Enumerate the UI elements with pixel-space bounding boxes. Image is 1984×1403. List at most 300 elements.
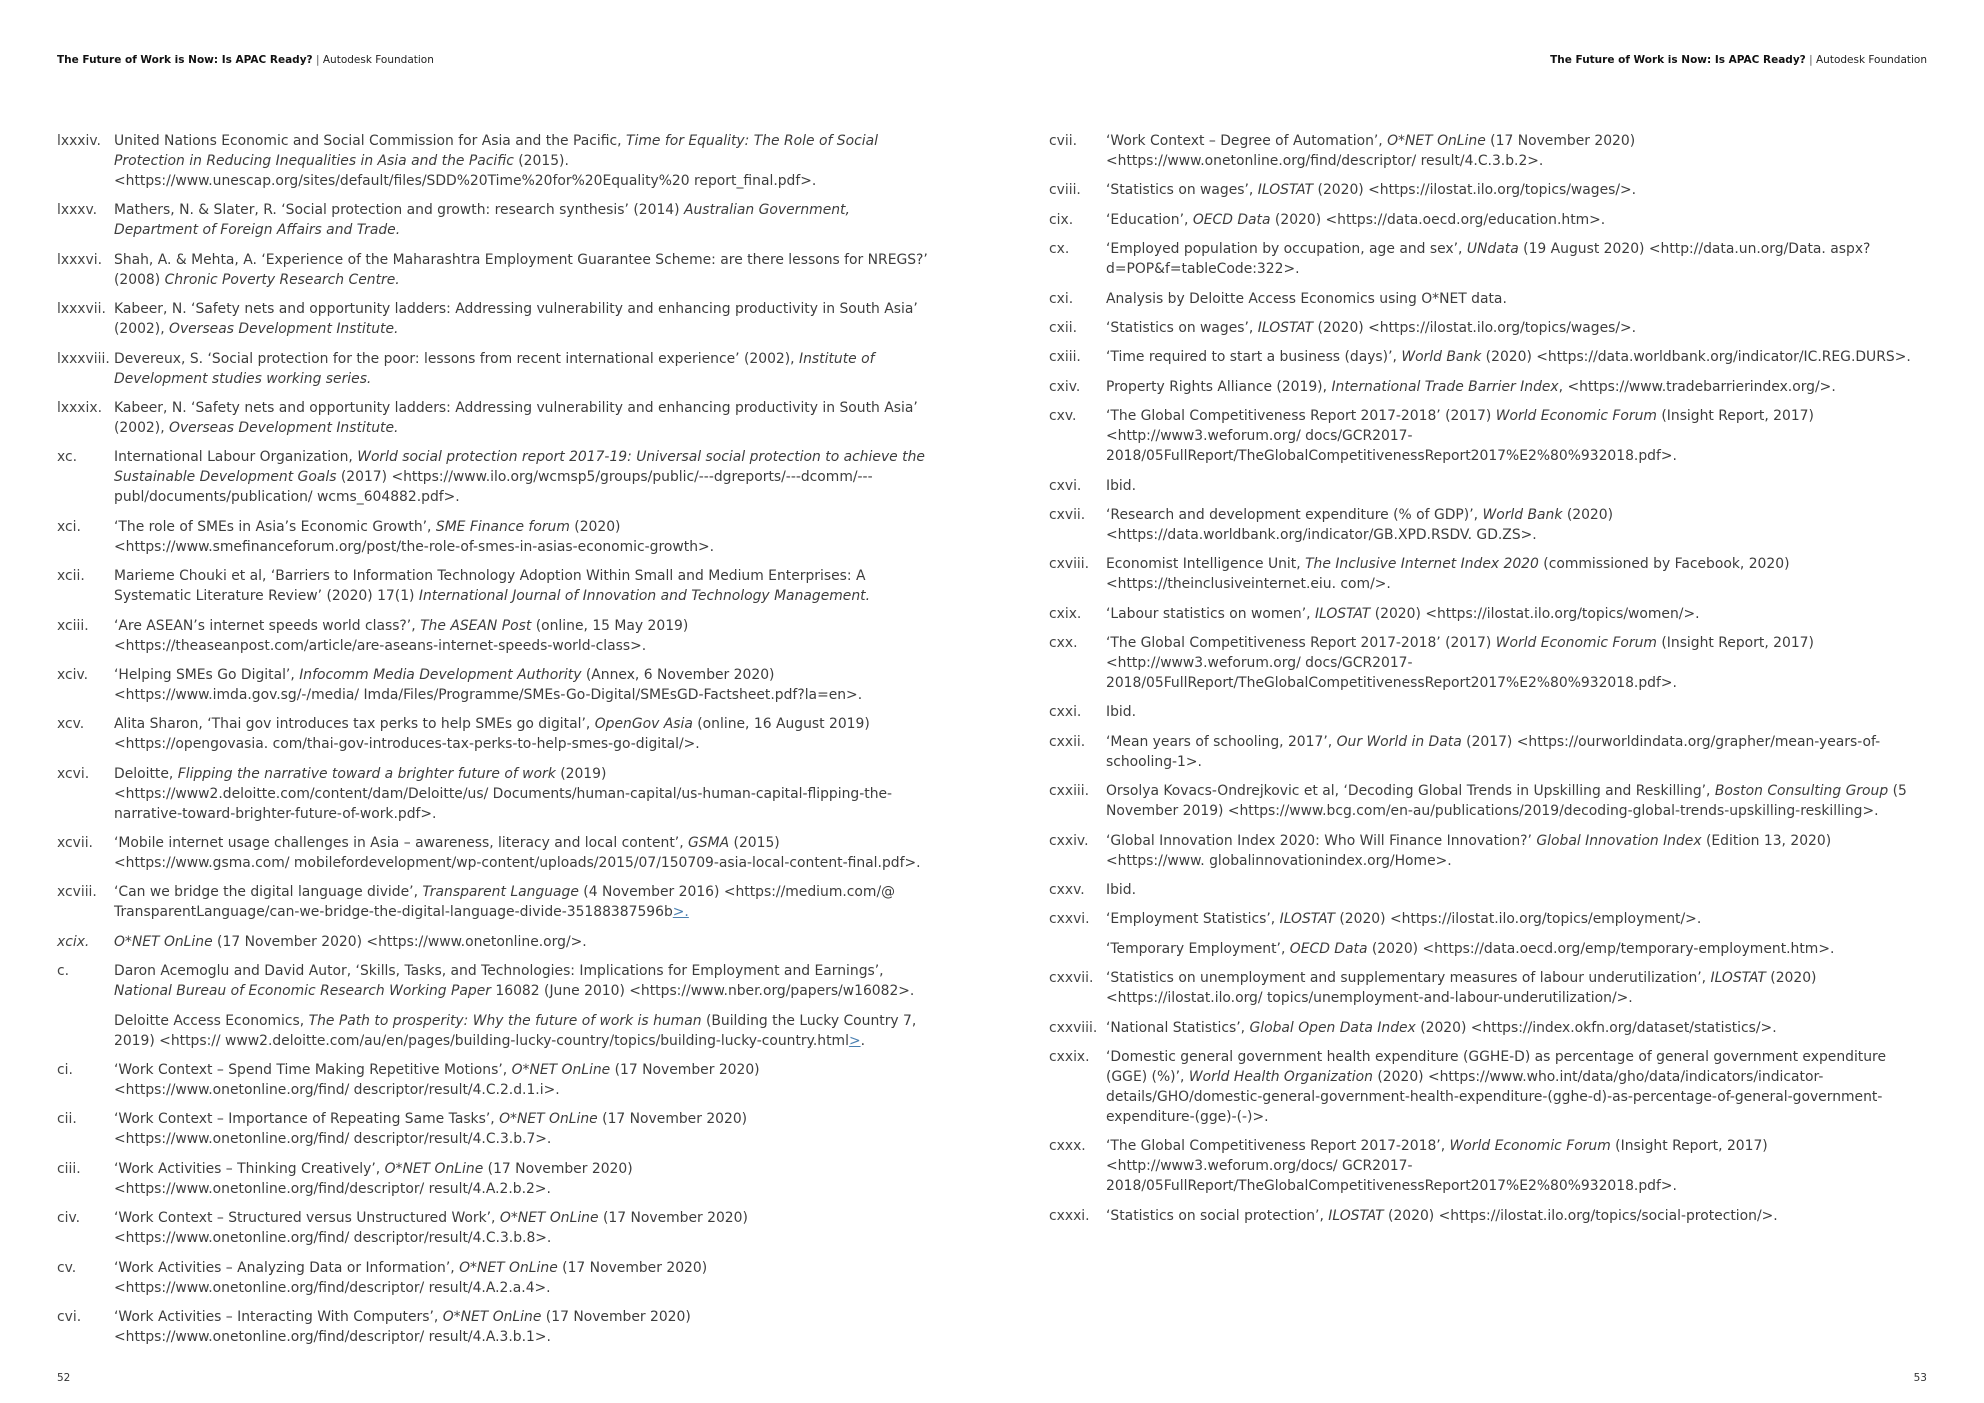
endnote-fragment: ‘Are ASEAN’s internet speeds world class?’, [114,617,421,634]
endnote-number: lxxxiv. [57,133,101,149]
endnote-italic-fragment: ILOSTAT [1314,605,1371,622]
endnote [1049,968,1927,1008]
endnote [1049,604,1927,624]
endnote [1049,909,1927,929]
endnote-fragment: ‘Statistics on unemployment and supplementary measures of labour underutilization’, [1106,970,1711,987]
endnote-fragment: ‘Work Context – Structured versus Unstructured Work’, [114,1210,500,1227]
endnote-text [1106,1047,1927,1127]
endnote-italic-fragment: Our World in Data [1336,733,1462,750]
endnote-text [114,447,937,507]
endnote-text [1106,968,1927,1008]
endnote [1049,1018,1927,1038]
endnote [1049,131,1927,171]
endnote-fragment: Deloitte, [114,765,178,782]
endnote-text [1106,239,1927,279]
endnote-italic-fragment: Overseas Development Institute. [169,321,399,338]
endnote-fragment: (2017) <https://www.ilo.org/wcmsp5/groups/public/---dgreports/---dcomm/---publ/documents/publication/ wcms_604882.pdf>. [114,469,873,506]
endnote-text [114,1258,937,1298]
endnote [57,764,937,824]
endnote-number: xcvii. [57,835,93,852]
endnote-number: xc. [57,449,78,466]
endnote [57,665,937,705]
endnote-number: xcvi. [57,765,90,782]
endnote-number: cviii. [1049,182,1081,199]
endnote [57,961,937,1001]
endnote-number: civ. [57,1210,81,1227]
endnote [1049,377,1927,397]
endnote-number: cxxii. [1049,733,1086,750]
endnote-text [1106,939,1927,959]
endnote-number: ciii. [57,1160,81,1177]
endnote-fragment: 16082 (June 2010) <https://www.nber.org/papers/w16082>. [491,983,915,1000]
endnote-fragment: ‘Mean years of schooling, 2017’, [1106,733,1337,750]
endnote [57,1011,937,1051]
endnote-text [114,1307,937,1347]
endnote-italic-fragment: Flipping the narrative toward a brighter future of work [177,765,556,782]
endnote-fragment: ‘Time required to start a business (days)’, [1106,349,1402,366]
endnote-number: cxix. [1049,605,1082,622]
endnote [57,1258,937,1298]
endnote-italic-fragment: ILOSTAT [1328,1207,1384,1224]
endnote-italic-fragment: Time for Equality: The Role of Social Protection in Reducing Inequalities in Asia and the Pacific [114,133,878,169]
endnote-italic-fragment: Australian Government, Department of Foreign Affairs and Trade. [114,202,850,239]
endnote-fragment: United Nations Economic and Social Commission for Asia and the Pacific, [114,133,626,149]
endnote-fragment: Ibid. [1106,477,1137,494]
endnote-fragment: ‘Research and development expenditure (% of GDP)’, [1106,506,1483,523]
endnote-number: cxxiii. [1049,783,1090,800]
endnote-number: lxxxvi. [57,251,103,268]
endnote-fragment: (2020) <https://ilostat.ilo.org/topics/wages/>. [1313,182,1637,199]
running-header-right [1550,54,1927,66]
endnote-fragment: (2020) <https://ilostat.ilo.org/topics/social-protection/>. [1383,1207,1778,1224]
endnote-fragment: ‘Work Context – Degree of Automation’, [1106,133,1388,149]
endnote-fragment: (2020) <https://data.worldbank.org/indicator/IC.REG.DURS>. [1481,349,1911,366]
endnote-text [114,398,937,438]
endnote [57,447,937,507]
endnote-text [114,764,937,824]
endnote-italic-fragment: Chronic Poverty Research Centre. [164,271,400,288]
endnote-fragment: ‘The role of SMEs in Asia’s Economic Growth’, [114,518,436,535]
endnote-number: lxxxv. [57,202,98,219]
endnote-text [1106,604,1927,624]
endnote-fragment: ‘Work Activities – Analyzing Data or Information’, [114,1259,460,1276]
endnote-fragment: (2020) <https://ilostat.ilo.org/ topics/unemployment-and-labour-underutilization/>. [1106,970,1817,1007]
endnote-text [114,833,937,873]
endnote-fragment: (Insight Report, 2017) <http://www3.weforum.org/docs/ GCR2017-2018/05FullReport/TheGlobalCompetitivenessReport2017%E2%80%932018.pdf>. [1106,1138,1768,1195]
endnote-text [1106,732,1927,772]
endnote-number: cxvi. [1049,477,1082,494]
endnote-number: cxxxi. [1049,1207,1090,1224]
endnote-number: lxxxvii. [57,301,106,318]
endnote-fragment: ‘Mobile internet usage challenges in Asia – awareness, literacy and local content’, [114,835,689,852]
page-number-right: 53 [1913,1372,1927,1384]
endnote-number: cxxx. [1049,1138,1086,1155]
endnote-text [1106,131,1927,171]
endnote-fragment: Kabeer, N. ‘Safety nets and opportunity ladders: Addressing vulnerability and enhancing productivity in South Asia’ (2002), [114,301,918,338]
endnote-link-fragment[interactable]: >. [672,904,689,921]
endnote-fragment: ‘Global Innovation Index 2020: Who Will Finance Innovation?’ [1106,832,1537,849]
endnote-fragment: ‘Work Activities – Interacting With Computers’, [114,1308,443,1325]
endnote-italic-fragment: OpenGov Asia [594,716,693,733]
endnote-fragment: ‘The Global Competitiveness Report 2017-2018’ (2017) [1106,635,1496,652]
endnote-fragment: ‘Labour statistics on women’, [1106,605,1315,622]
endnote-italic-fragment: World Economic Forum [1449,1138,1611,1155]
endnote [1049,554,1927,594]
endnote-fragment: (2020) <https://ilostat.ilo.org/topics/women/>. [1370,605,1700,622]
endnote-italic-fragment: O*NET OnLine [499,1210,599,1227]
endnote-text [1106,633,1927,693]
endnote-italic-fragment: O*NET OnLine [442,1308,542,1325]
endnote-fragment: (Insight Report, 2017) <http://www3.weforum.org/ docs/GCR2017-2018/05FullReport/TheGlobalCompetitivenessReport2017%E2%80%932018.pdf>. [1106,635,1814,692]
endnote-italic-fragment: Infocomm Media Development Authority [299,666,582,683]
endnote-text [114,665,937,705]
endnote-fragment: (17 November 2020) <https://www.onetonline.org/find/descriptor/ result/4.A.2.a.4>. [114,1259,708,1296]
endnote-fragment: (2017) <https://ourworldindata.org/grapher/mean-years-of-schooling-1>. [1106,733,1881,770]
endnote-number: xci. [57,518,81,535]
endnote [1049,880,1927,900]
endnote-italic-fragment: ILOSTAT [1257,182,1314,199]
endnote-fragment: Alita Sharon, ‘Thai gov introduces tax perks to help SMEs go digital’, [114,716,595,733]
endnote-fragment: ‘Statistics on social protection’, [1106,1207,1329,1224]
endnote [1049,406,1927,466]
page-number-left: 52 [57,1372,71,1384]
endnote-text [1106,476,1927,496]
endnote-text [1106,880,1927,900]
endnote-fragment: (17 November 2020) <https://www.onetonline.org/find/descriptor/ result/4.A.2.b.2>. [114,1160,633,1197]
endnote-italic-fragment: O*NET OnLine [384,1160,484,1177]
endnote-fragment: (online, 16 August 2019) <https://opengovasia. com/thai-gov-introduces-tax-perks-to-help-smes-go-digital/>. [114,716,870,753]
endnote-number: cxx. [1049,635,1078,652]
endnote-text [1106,289,1927,309]
header-separator: | [315,54,320,66]
endnote [1049,732,1927,772]
endnote-fragment: Mathers, N. & Slater, R. ‘Social protection and growth: research synthesis’ (2014) [114,202,684,219]
endnote [1049,476,1927,496]
endnote-fragment: (2020) <https://data.oecd.org/emp/temporary-employment.htm>. [1367,940,1835,957]
endnote [57,250,937,290]
endnote-fragment: Daron Acemoglu and David Autor, ‘Skills, Tasks, and Technologies: Implications for Employment and Earnings’, [114,963,884,980]
endnote-number: xcix. [57,933,90,950]
endnote [1049,781,1927,821]
endnote-italic-fragment: Boston Consulting Group [1714,783,1889,800]
endnote [1049,633,1927,693]
endnote-fragment: ‘Work Activities – Thinking Creatively’, [114,1160,385,1177]
endnote-text [1106,702,1927,722]
endnote-fragment: (19 August 2020) <http://data.un.org/Data. aspx?d=POP&f=tableCode:322>. [1106,241,1871,278]
endnote-text [1106,505,1927,545]
endnote-fragment: , <https://www.tradebarrierindex.org/>. [1558,378,1836,395]
endnote-italic-fragment: The Path to prosperity: Why the future of work is human [308,1012,702,1029]
endnote-text [1106,1136,1927,1196]
endnote-fragment: Kabeer, N. ‘Safety nets and opportunity ladders: Addressing vulnerability and enhancing productivity in South Asia’ (2002), [114,399,918,436]
endnote-fragment: (2020) <https://ilostat.ilo.org/topics/wages/>. [1313,319,1637,336]
endnote-number: c. [57,963,70,980]
endnote-number: cxxi. [1049,704,1082,721]
endnote-text [1106,781,1927,821]
endnote-fragment: (2019) <https://www2.deloitte.com/content/dam/Deloitte/us/ Documents/human-capital/us-human-capital-flipping-the-narrative-toward-brighter-future-of-work.pdf>. [114,765,893,822]
endnote-text [114,961,937,1001]
endnote-fragment: ‘Employed population by occupation, age and sex’, [1106,241,1467,258]
endnote-text [1106,406,1927,466]
endnote-italic-fragment: The ASEAN Post [420,617,532,634]
endnote-fragment: (2015) <https://www.gsma.com/ mobilefordevelopment/wp-content/uploads/2015/07/150709-asia-local-content-final.pdf>. [114,835,921,872]
endnote-number: cxiv. [1049,378,1081,395]
endnote-text [1106,1018,1927,1038]
endnote-number: cxxviii. [1049,1019,1098,1036]
endnote-fragment: ‘Work Context – Importance of Repeating Same Tasks’, [114,1111,500,1128]
endnote-number: cxi. [1049,290,1074,307]
endnote-italic-fragment: O*NET OnLine [459,1259,558,1276]
endnote-number: xcv. [57,716,85,733]
endnote [57,616,937,656]
endnote [1049,239,1927,279]
endnote-number: xcviii. [57,884,97,901]
endnote-italic-fragment: OECD Data [1192,211,1271,228]
endnote-italic-fragment: O*NET OnLine [499,1111,598,1128]
endnote-italic-fragment: Overseas Development Institute. [169,419,399,436]
endnote-number: cx. [1049,241,1070,258]
endnote-number: cxxvi. [1049,911,1090,928]
running-header-left [57,54,434,66]
endnote-fragment: Devereux, S. ‘Social protection for the poor: lessons from recent international experience’ (2002), [114,350,800,367]
endnote-fragment: Property Rights Alliance (2019), [1106,378,1332,395]
endnote-fragment: Deloitte Access Economics, [114,1012,309,1029]
endnote-fragment: (2020) <https://data.oecd.org/education.htm>. [1270,211,1606,228]
endnote [57,349,937,389]
endnote-number: cxxix. [1049,1048,1090,1065]
endnote-fragment: ‘National Statistics’, [1106,1019,1250,1036]
endnotes-list-left [57,131,937,1356]
endnote-fragment: ‘Can we bridge the digital language divide’, [114,884,423,901]
endnote [57,200,937,240]
endnote-fragment: Ibid. [1106,882,1137,899]
endnote [57,566,937,606]
endnote-fragment: (2015). <https://www.unescap.org/sites/default/files/SDD%20Time%20for%20Equality%20 report_final.pdf>. [114,153,817,189]
endnote-italic-fragment: National Bureau of Economic Research Working Paper [114,983,491,1000]
endnote-text [114,1011,937,1051]
endnote-italic-fragment: Institute of Development studies working series. [114,350,875,387]
endnote [57,714,937,754]
endnote-italic-fragment: ILOSTAT [1279,911,1335,928]
endnote-number: lxxxix. [57,399,103,416]
endnote-text [114,1208,937,1248]
endnote [57,1060,937,1100]
endnote [57,882,937,922]
endnote-text [114,1109,937,1149]
endnote-fragment: Analysis by Deloitte Access Economics using O*NET data. [1106,290,1507,307]
endnote-italic-fragment: OECD Data [1289,940,1368,957]
endnote-text [114,299,937,339]
report-title: The Future of Work is Now: Is APAC Ready? [1550,54,1806,66]
endnote-fragment: (2020) <https://data.worldbank.org/indicator/GB.XPD.RSDV. GD.ZS>. [1106,506,1614,543]
endnote-text [114,349,937,389]
endnote-number: cxii. [1049,319,1077,336]
endnote-number: xciii. [57,617,89,634]
endnote-italic-fragment: The Inclusive Internet Index 2020 [1305,556,1539,573]
endnote-fragment: (online, 15 May 2019) <https://theaseanpost.com/article/are-aseans-internet-speeds-world-class>. [114,617,689,654]
endnote-text [1106,831,1927,871]
endnote [1049,1206,1927,1226]
endnote-fragment: (17 November 2020) <https://www.onetonline.org/find/descriptor/ result/4.C.3.b.2>. [1106,133,1636,169]
endnote-fragment: (17 November 2020) <https://www.onetonline.org/>. [212,933,587,950]
endnote [1049,1136,1927,1196]
endnote [57,398,937,438]
endnote-text [114,517,937,557]
endnote [1049,289,1927,309]
endnote-italic-fragment: ILOSTAT [1710,970,1766,987]
endnote-text [1106,347,1927,367]
endnote-fragment: (17 November 2020) <https://www.onetonline.org/find/ descriptor/result/4.C.3.b.7>. [114,1111,748,1148]
endnote-text [114,616,937,656]
endnote-text [114,714,937,754]
endnote-italic-fragment: World Bank [1482,506,1563,523]
endnote-number: cix. [1049,211,1074,228]
endnote-fragment: (17 November 2020) <https://www.onetonline.org/find/descriptor/ result/4.A.3.b.1>. [114,1308,691,1345]
endnote [1049,939,1927,959]
endnote [57,1109,937,1149]
endnote-italic-fragment: Global Open Data Index [1249,1019,1416,1036]
endnote-number: cxxv. [1049,882,1085,899]
endnote-fragment: (2020) <https://www.smefinanceforum.org/post/the-role-of-smes-in-asias-economic-growth>. [114,518,715,555]
endnote-text [114,932,937,952]
endnote-number: cxv. [1049,408,1077,425]
endnote-text [1106,210,1927,230]
endnote-link-fragment[interactable]: > [848,1032,861,1049]
endnote-italic-fragment: ILOSTAT [1257,319,1314,336]
endnote-fragment: (Building the Lucky Country 7, 2019) <https:// www2.deloitte.com/au/en/pages/building-lucky-country/topics/building-lucky-country.html [114,1012,917,1049]
endnote-fragment: ‘Statistics on wages’, [1106,182,1258,199]
endnote-italic-fragment: UNdata [1466,241,1519,258]
endnote-italic-fragment: International Journal of Innovation and Technology Management. [418,588,870,605]
endnote [57,932,937,952]
endnote-number: cxxiv. [1049,832,1089,849]
report-title: The Future of Work is Now: Is APAC Ready? [57,54,313,66]
endnote-italic-fragment: Global Innovation Index [1536,832,1702,849]
endnote-fragment: Economist Intelligence Unit, [1106,556,1306,573]
endnote-number: cii. [57,1111,77,1128]
endnote-number: cxiii. [1049,349,1081,366]
endnote-fragment: ‘Temporary Employment’, [1106,940,1290,957]
endnote-italic-fragment: World Health Organization [1188,1068,1373,1085]
endnote-number: cvi. [57,1308,82,1325]
endnote [57,1307,937,1347]
endnote-text [114,200,937,240]
endnote [1049,702,1927,722]
endnote-italic-fragment: Transparent Language [422,884,579,901]
endnote-italic-fragment: World Economic Forum [1495,408,1657,425]
endnote-fragment: (commissioned by Facebook, 2020) <https://theinclusiveinternet.eiu. com/>. [1106,556,1790,593]
endnote-number: cvii. [1049,133,1077,149]
endnote-text [1106,909,1927,929]
endnote-fragment: International Labour Organization, [114,449,358,466]
endnote-fragment: (5 November 2019) <https://www.bcg.com/en-au/publications/2019/decoding-global-trends-upskilling-reskilling>. [1106,783,1907,820]
endnote-italic-fragment: GSMA [688,835,730,852]
endnote-fragment: ‘Statistics on wages’, [1106,319,1258,336]
header-org: Autodesk Foundation [322,54,434,66]
endnote [57,833,937,873]
endnotes-list-right [1049,131,1927,1235]
endnote [57,131,937,191]
endnote-fragment: ‘Work Context – Spend Time Making Repetitive Motions’, [114,1062,512,1079]
endnote-fragment: Ibid. [1106,704,1137,721]
endnote-number: cxxvii. [1049,970,1094,987]
endnote-fragment: ‘The Global Competitiveness Report 2017-2018’, [1106,1138,1450,1155]
endnote-fragment: (Insight Report, 2017) <http://www3.weforum.org/ docs/GCR2017-2018/05FullReport/TheGlobalCompetitivenessReport2017%E2%80%932018.pdf>. [1106,408,1814,465]
endnote-text [114,566,937,606]
endnote-number: cxvii. [1049,506,1086,523]
endnote [1049,318,1927,338]
endnote-text [1106,377,1927,397]
endnote-fragment: (2020) <https://index.okfn.org/dataset/statistics/>. [1415,1019,1777,1036]
endnote-fragment: (2020) <https://www.who.int/data/gho/data/indicators/indicator-details/GHO/domestic-general-government-health-expenditure-(gghe-d)-as-percentage-of-general-government-expenditure-(gge)-(-)>. [1106,1068,1883,1125]
endnote-text [1106,1206,1927,1226]
endnote-text [114,1060,937,1100]
endnote-text [1106,554,1927,594]
header-org: Autodesk Foundation [1815,54,1927,66]
endnote-number: ci. [57,1062,73,1079]
endnote-fragment: (17 November 2020) <https://www.onetonline.org/find/ descriptor/result/4.C.3.b.8>. [114,1210,748,1247]
endnote-fragment: (Edition 13, 2020) <https://www. globalinnovationindex.org/Home>. [1106,832,1832,869]
endnote-number: cxviii. [1049,556,1090,573]
endnote-italic-fragment: World Economic Forum [1495,635,1657,652]
endnote-fragment: Orsolya Kovacs-Ondrejkovic et al, ‘Decoding Global Trends in Upskilling and Reskilling’, [1106,783,1715,800]
endnote-fragment: (2020) <https://ilostat.ilo.org/topics/employment/>. [1334,911,1702,928]
endnote-text [114,131,937,191]
endnote-fragment: ‘The Global Competitiveness Report 2017-2018’ (2017) [1106,408,1496,425]
endnote-number [57,1011,114,1051]
endnote-fragment: ‘Helping SMEs Go Digital’, [114,666,300,683]
endnote [1049,180,1927,200]
endnote [57,1159,937,1199]
endnote-fragment: ‘Education’, [1106,211,1193,228]
endnote-italic-fragment: SME Finance forum [435,518,570,535]
endnote-number: cv. [57,1259,77,1276]
endnote-fragment: . [860,1032,865,1049]
endnote-italic-fragment: International Trade Barrier Index [1331,378,1559,395]
endnote-italic-fragment: O*NET OnLine [511,1062,611,1079]
endnote-fragment: (4 November 2016) <https://medium.com/@ TransparentLanguage/can-we-bridge-the-digital-language-divide-35188387596b [114,884,896,921]
endnote [57,299,937,339]
endnote-number: xciv. [57,666,89,683]
endnote-fragment: (Annex, 6 November 2020) <https://www.imda.gov.sg/-/media/ Imda/Files/Programme/SMEs-Go-Digital/SMEsGD-Factsheet.pdf?la=en>. [114,666,863,703]
endnote-italic-fragment: World social protection report 2017-19: Universal social protection to achieve the Sustainable Development Goals [114,449,925,486]
endnote [1049,831,1927,871]
endnote-text [1106,180,1927,200]
header-separator: | [1809,54,1813,66]
endnote [57,1208,937,1248]
endnote [1049,347,1927,367]
endnote-number: xcii. [57,568,85,585]
endnote-text [1106,318,1927,338]
right-page [992,0,1984,1403]
endnote-italic-fragment: O*NET OnLine [1387,133,1486,149]
endnote-number: lxxxviii. [57,350,110,367]
endnote-text [114,1159,937,1199]
endnote-fragment: Shah, A. & Mehta, A. ‘Experience of the Maharashtra Employment Guarantee Scheme: are there lessons for NREGS?’ (2008) [114,251,928,288]
endnote-italic-fragment: O*NET OnLine [114,933,213,950]
endnote-italic-fragment: World Bank [1401,349,1482,366]
endnote-fragment: Marieme Chouki et al, ‘Barriers to Information Technology Adoption Within Small and Medium Enterprises: A Systematic Literature Review’ (2020) 17(1) [114,568,866,605]
endnote [1049,505,1927,545]
endnote [57,517,937,557]
endnote-text [114,250,937,290]
endnote-text [114,882,937,922]
endnote-fragment: ‘Employment Statistics’, [1106,911,1280,928]
endnote-fragment: (17 November 2020) <https://www.onetonline.org/find/ descriptor/result/4.C.2.d.1.i>. [114,1062,760,1099]
endnote [1049,210,1927,230]
endnote [1049,1047,1927,1127]
endnote-fragment: ‘Domestic general government health expenditure (GGHE-D) as percentage of general government expenditure (GGE) (%)’, [1106,1048,1887,1085]
